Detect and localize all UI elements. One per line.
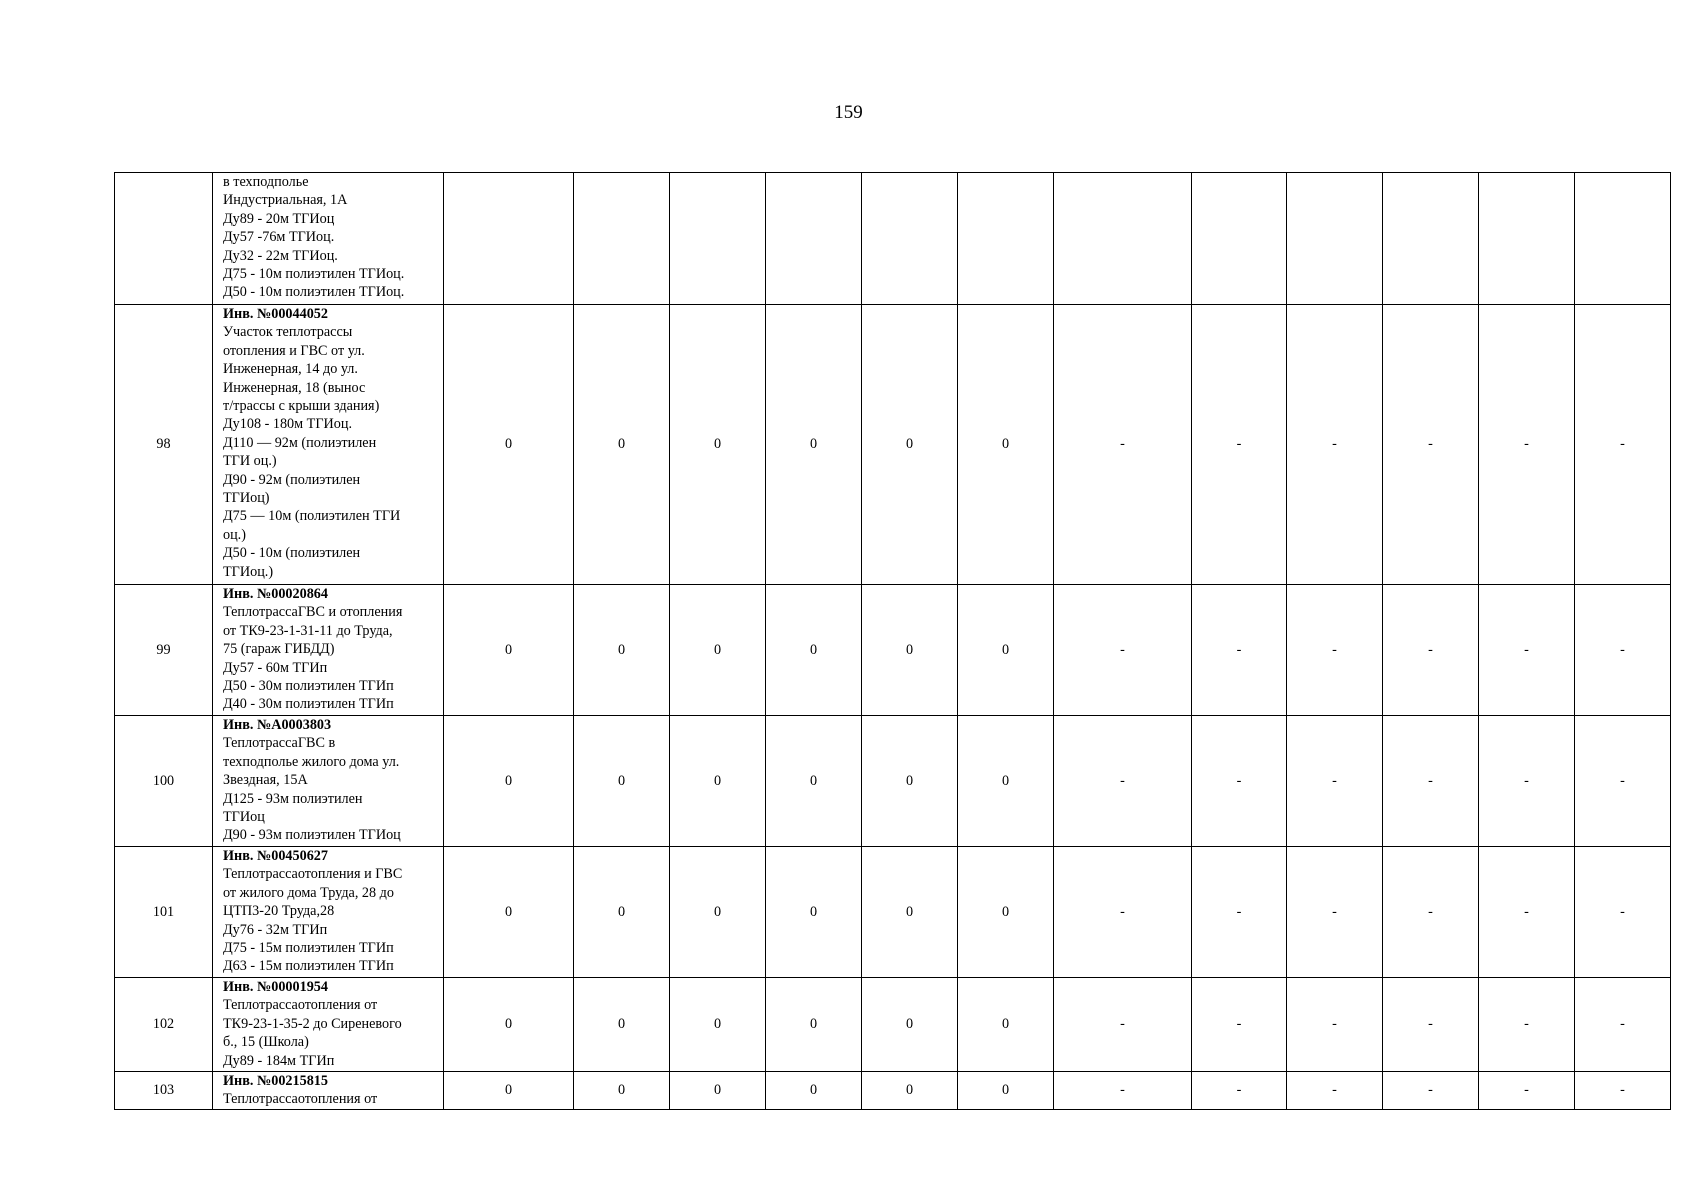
description-line: т/трассы с крыши здания) — [223, 398, 380, 415]
value-cell: 0 — [670, 847, 766, 978]
value-cell: 0 — [670, 716, 766, 847]
value-cell: 0 — [670, 585, 766, 716]
value-cell — [766, 173, 862, 305]
description-line: Инженерная, 14 до ул. — [223, 361, 358, 378]
description-line: Теплотрассаотопления от — [223, 997, 378, 1014]
value-cell — [444, 173, 574, 305]
description-line: Д50 - 30м полиэтилен ТГИп — [223, 678, 394, 695]
value-cell: 0 — [574, 585, 670, 716]
description-line: ТГИоц) — [223, 490, 270, 507]
description-line: ТГИ оц.) — [223, 453, 277, 470]
description-line: от жилого дома Труда, 28 до — [223, 884, 394, 901]
dash-cell — [1383, 173, 1479, 305]
table-body — [115, 173, 1671, 1110]
description-cell — [213, 1072, 444, 1110]
description-line: оц.) — [223, 526, 246, 543]
value-cell: 0 — [958, 978, 1054, 1072]
row-number-cell: 101 — [115, 847, 213, 978]
value-cell — [958, 173, 1054, 305]
dash-cell — [1054, 173, 1192, 305]
inventory-number: Инв. №А0003803 — [223, 717, 332, 733]
dash-cell: - — [1575, 716, 1671, 847]
dash-cell: - — [1192, 585, 1287, 716]
value-cell: 0 — [670, 305, 766, 585]
dash-cell: - — [1479, 978, 1575, 1072]
inventory-number: Инв. №00020864 — [223, 586, 328, 602]
dash-cell: - — [1054, 978, 1192, 1072]
table-row — [115, 978, 1671, 1072]
dash-cell: - — [1383, 305, 1479, 585]
description-cell — [213, 173, 444, 305]
description-line: Д75 - 10м полиэтилен ТГИоц. — [223, 266, 405, 283]
value-cell: 0 — [958, 585, 1054, 716]
row-number-cell: 98 — [115, 305, 213, 585]
description-line: ТК9-23-1-35-2 до Сиреневого — [223, 1015, 402, 1032]
value-cell: 0 — [444, 716, 574, 847]
value-cell: 0 — [574, 847, 670, 978]
inventory-table — [114, 172, 1671, 1110]
dash-cell: - — [1192, 1072, 1287, 1110]
row-number-cell: 102 — [115, 978, 213, 1072]
value-cell: 0 — [670, 1072, 766, 1110]
value-cell: 0 — [958, 716, 1054, 847]
description-line: б., 15 (Школа) — [223, 1034, 309, 1051]
inventory-number: Инв. №00450627 — [223, 848, 328, 864]
description-line: Индустриальная, 1А — [223, 192, 348, 209]
value-cell: 0 — [444, 1072, 574, 1110]
value-cell — [670, 173, 766, 305]
description-line: Д125 - 93м полиэтилен — [223, 790, 363, 807]
description-line: Участок теплотрассы — [223, 324, 353, 341]
dash-cell — [1287, 173, 1383, 305]
description-line: Ду76 - 32м ТГИп — [223, 921, 328, 938]
description-line: 75 (гараж ГИБДД) — [223, 641, 335, 658]
dash-cell: - — [1192, 847, 1287, 978]
dash-cell: - — [1054, 305, 1192, 585]
value-cell: 0 — [766, 1072, 862, 1110]
description-line: Д63 - 15м полиэтилен ТГИп — [223, 958, 394, 975]
dash-cell: - — [1287, 1072, 1383, 1110]
value-cell: 0 — [958, 847, 1054, 978]
row-number-cell: 103 — [115, 1072, 213, 1110]
description-line: ТеплотрассаГВС в — [223, 735, 336, 752]
description-line: от ТК9-23-1-31-11 до Труда, — [223, 622, 393, 639]
inventory-number: Инв. №00044052 — [223, 306, 328, 322]
dash-cell: - — [1479, 585, 1575, 716]
description-line: Д50 - 10м (полиэтилен — [223, 545, 361, 562]
value-cell: 0 — [670, 978, 766, 1072]
dash-cell: - — [1575, 305, 1671, 585]
dash-cell: - — [1287, 716, 1383, 847]
dash-cell: - — [1192, 716, 1287, 847]
description-line: ТГИоц — [223, 809, 265, 826]
description-line: техподполье жилого дома ул. — [223, 753, 400, 770]
description-line: Теплотрассаотопления от — [223, 1091, 378, 1108]
description-line: Ду57 - 60м ТГИп — [223, 659, 328, 676]
value-cell: 0 — [862, 1072, 958, 1110]
value-cell: 0 — [574, 978, 670, 1072]
value-cell: 0 — [862, 305, 958, 585]
value-cell: 0 — [574, 1072, 670, 1110]
description-cell — [213, 716, 444, 847]
description-line: отопления и ГВС от ул. — [223, 342, 365, 359]
value-cell: 0 — [958, 1072, 1054, 1110]
row-number-cell: 99 — [115, 585, 213, 716]
row-number-cell: 100 — [115, 716, 213, 847]
description-line: Ду89 - 20м ТГИоц — [223, 210, 335, 227]
description-line: Ду57 -76м ТГИоц. — [223, 229, 335, 246]
value-cell: 0 — [862, 847, 958, 978]
dash-cell: - — [1054, 716, 1192, 847]
description-line: Д40 - 30м полиэтилен ТГИп — [223, 696, 394, 713]
description-line: Д75 — 10м (полиэтилен ТГИ — [223, 508, 401, 525]
description-line: Инженерная, 18 (вынос — [223, 379, 366, 396]
description-cell — [213, 847, 444, 978]
description-line: ТГИоц.) — [223, 563, 274, 580]
dash-cell: - — [1054, 847, 1192, 978]
description-line: в техподполье — [223, 174, 309, 190]
value-cell: 0 — [862, 978, 958, 1072]
description-line: Ду89 - 184м ТГИп — [223, 1052, 335, 1069]
table-row — [115, 173, 1671, 305]
dash-cell: - — [1479, 305, 1575, 585]
table-row — [115, 716, 1671, 847]
dash-cell: - — [1054, 1072, 1192, 1110]
dash-cell: - — [1383, 585, 1479, 716]
description-line: Теплотрассаотопления и ГВС — [223, 866, 403, 883]
dash-cell: - — [1383, 716, 1479, 847]
value-cell: 0 — [862, 585, 958, 716]
dash-cell — [1192, 173, 1287, 305]
value-cell: 0 — [444, 305, 574, 585]
value-cell: 0 — [574, 305, 670, 585]
dash-cell: - — [1287, 305, 1383, 585]
inventory-number: Инв. №00215815 — [223, 1073, 328, 1089]
table-row — [115, 1072, 1671, 1110]
dash-cell: - — [1287, 585, 1383, 716]
row-number-cell — [115, 173, 213, 305]
table-row — [115, 847, 1671, 978]
value-cell: 0 — [958, 305, 1054, 585]
description-line: Звездная, 15А — [223, 772, 308, 789]
dash-cell: - — [1383, 1072, 1479, 1110]
dash-cell: - — [1479, 716, 1575, 847]
dash-cell — [1575, 173, 1671, 305]
description-line: Ду32 - 22м ТГИоц. — [223, 247, 338, 264]
value-cell: 0 — [862, 716, 958, 847]
description-line: Д50 - 10м полиэтилен ТГИоц. — [223, 284, 405, 301]
description-line: ЦТП3-20 Труда,28 — [223, 903, 335, 920]
value-cell: 0 — [766, 978, 862, 1072]
dash-cell: - — [1575, 1072, 1671, 1110]
value-cell: 0 — [444, 585, 574, 716]
dash-cell: - — [1383, 847, 1479, 978]
value-cell — [862, 173, 958, 305]
value-cell: 0 — [766, 847, 862, 978]
dash-cell: - — [1192, 305, 1287, 585]
dash-cell: - — [1383, 978, 1479, 1072]
value-cell: 0 — [574, 716, 670, 847]
value-cell — [574, 173, 670, 305]
value-cell: 0 — [444, 978, 574, 1072]
value-cell: 0 — [766, 305, 862, 585]
value-cell: 0 — [766, 585, 862, 716]
dash-cell — [1479, 173, 1575, 305]
description-line: Д110 — 92м (полиэтилен — [223, 434, 377, 451]
dash-cell: - — [1479, 847, 1575, 978]
value-cell: 0 — [444, 847, 574, 978]
dash-cell: - — [1192, 978, 1287, 1072]
description-line: Д90 - 92м (полиэтилен — [223, 471, 361, 488]
description-cell — [213, 585, 444, 716]
description-line: Ду108 - 180м ТГИоц. — [223, 416, 353, 433]
inventory-number: Инв. №00001954 — [223, 979, 328, 995]
description-cell — [213, 978, 444, 1072]
description-line: Д75 - 15м полиэтилен ТГИп — [223, 940, 394, 957]
page-number: 159 — [834, 102, 863, 123]
dash-cell: - — [1054, 585, 1192, 716]
dash-cell: - — [1575, 847, 1671, 978]
value-cell: 0 — [766, 716, 862, 847]
table-row — [115, 305, 1671, 585]
dash-cell: - — [1575, 978, 1671, 1072]
table-row — [115, 585, 1671, 716]
description-line: Д90 - 93м полиэтилен ТГИоц — [223, 827, 401, 844]
dash-cell: - — [1287, 847, 1383, 978]
dash-cell: - — [1287, 978, 1383, 1072]
description-cell — [213, 305, 444, 585]
dash-cell: - — [1479, 1072, 1575, 1110]
description-line: ТеплотрассаГВС и отопления — [223, 604, 403, 621]
dash-cell: - — [1575, 585, 1671, 716]
